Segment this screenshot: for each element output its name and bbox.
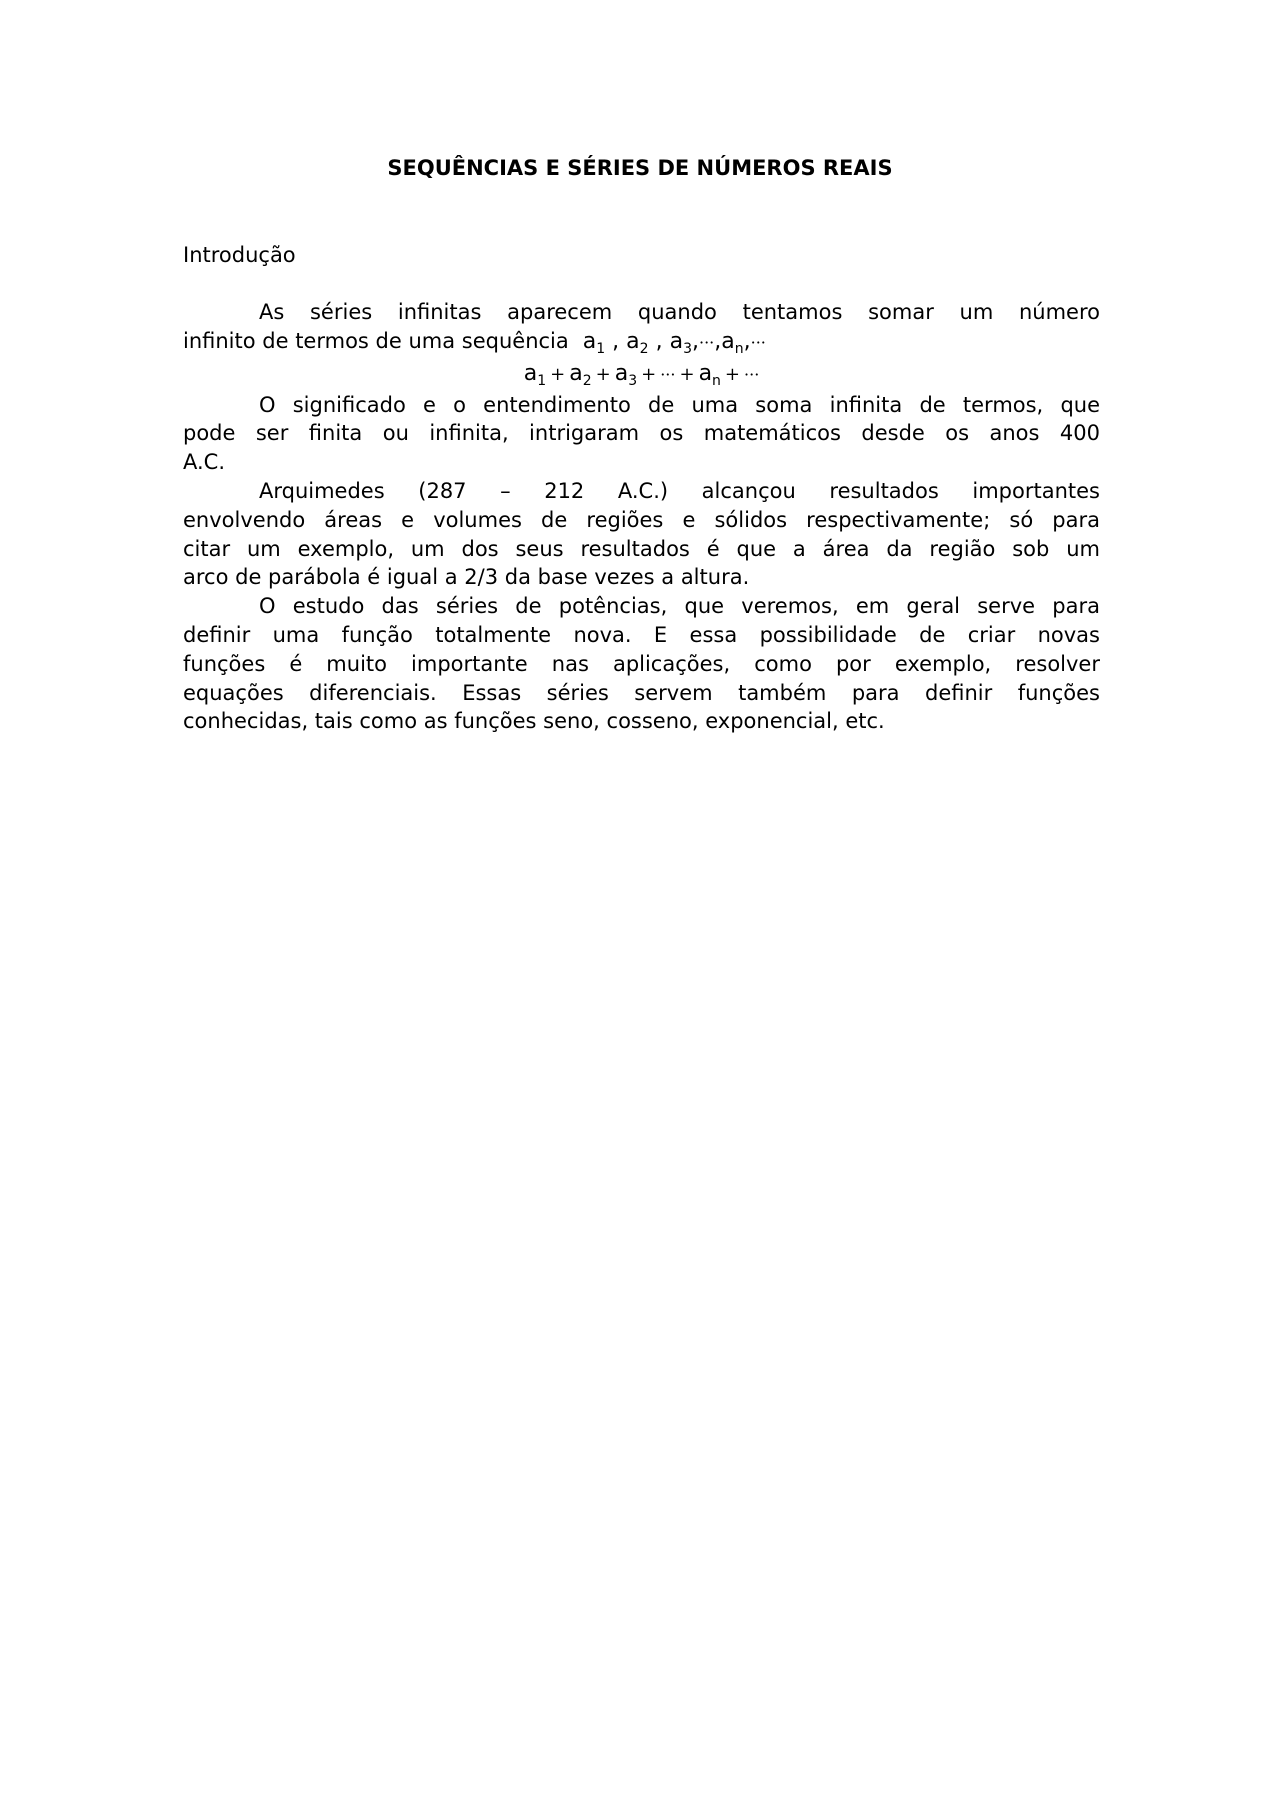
paragraph-meaning	[183, 391, 1100, 477]
sequence-expression: $a_1$ , $a_2$ , $a_3,\cdot\cdot\cdot,a_n,\cdot\cdot\cdot$	[582, 328, 766, 357]
paragraph-line: equações diferenciais. Essas séries servem também para definir funções	[183, 680, 1100, 705]
paragraph-line: Arquimedes (287 – 212 A.C.) alcançou resultados importantes	[259, 478, 1100, 503]
paragraph-power-series	[183, 592, 1100, 736]
section-heading: Introdução	[183, 243, 296, 267]
paragraph-intro	[183, 298, 1100, 358]
sequence-line	[183, 327, 1100, 358]
paragraph-line: O estudo das séries de potências, que veremos, em geral serve para	[259, 594, 1100, 619]
paragraph-line: funções é muito importante nas aplicações, como por exemplo, resolver	[183, 651, 1100, 676]
document-title: SEQUÊNCIAS E SÉRIES DE NÚMEROS REAIS	[387, 156, 893, 180]
paragraph-line: pode ser finita ou infinita, intrigaram os matemáticos desde os anos 400	[183, 421, 1100, 446]
paragraph-line: arco de parábola é igual a 2/3 da base vezes a altura.	[183, 565, 750, 590]
document-body	[183, 298, 1100, 736]
paragraph-line: infinito de termos de uma sequência	[183, 328, 569, 353]
paragraph-line: conhecidas, tais como as funções seno, cosseno, exponencial, etc.	[183, 709, 885, 734]
paragraph-line: envolvendo áreas e volumes de regiões e sólidos respectivamente; só para	[183, 507, 1100, 532]
paragraph-line: definir uma função totalmente nova. E essa possibilidade de criar novas	[183, 622, 1100, 647]
paragraph-archimedes	[183, 477, 1100, 592]
paragraph-line: citar um exemplo, um dos seus resultados é que a área da região sob um	[183, 536, 1100, 561]
paragraph-line: A.C.	[183, 450, 226, 475]
series-formula: $a_1 + a_2 + a_3$ + ··· + $a_n$ + ···	[523, 360, 760, 389]
paragraph-line: As séries infinitas aparecem quando tentamos somar um número	[259, 300, 1100, 324]
paragraph-line: O significado e o entendimento de uma soma infinita de termos, que	[259, 392, 1100, 417]
